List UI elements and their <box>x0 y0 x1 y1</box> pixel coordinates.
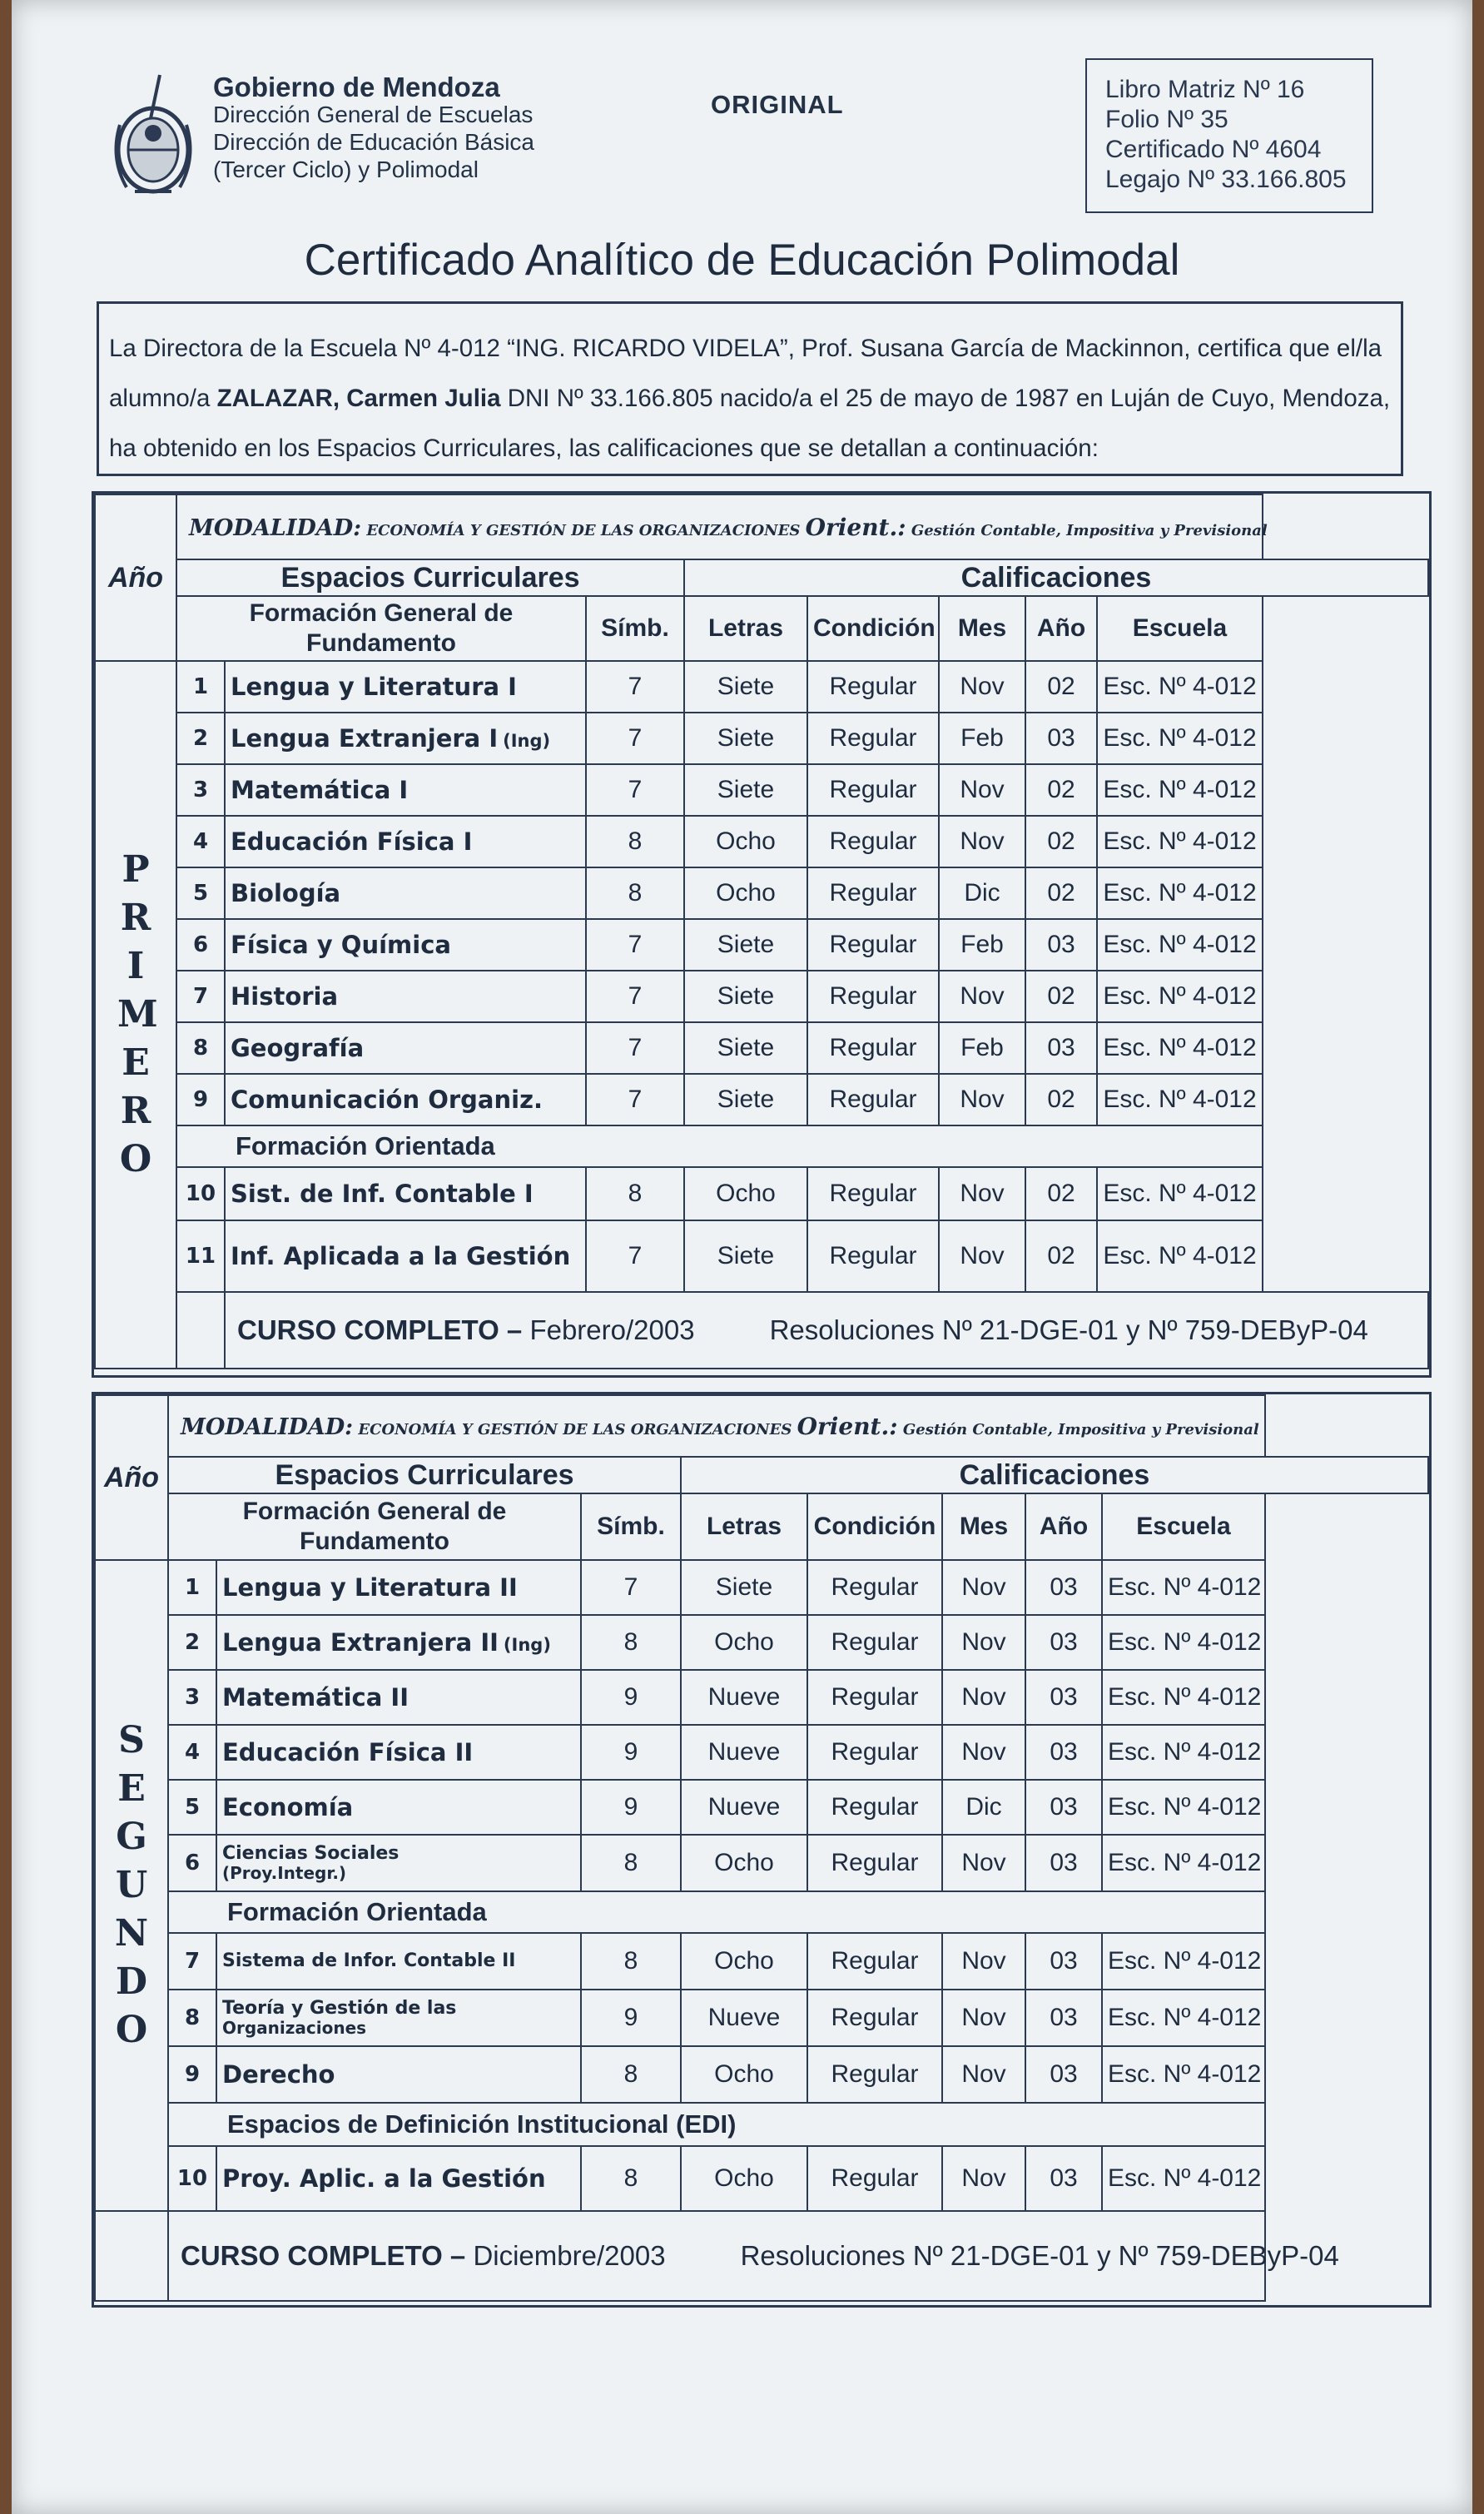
modalidad-label: MODALIDAD: <box>181 1414 354 1440</box>
grade-letters: Ocho <box>681 1615 807 1670</box>
year-label-segundo <box>95 1560 168 2211</box>
condition: Regular <box>807 1670 942 1725</box>
row-number: 2 <box>176 713 225 764</box>
year: 03 <box>1025 919 1097 971</box>
subject-name <box>216 1560 581 1615</box>
curso-completo <box>225 1292 1428 1369</box>
subject-name-text: Sistema de Infor. Contable II <box>222 1950 516 1971</box>
grade-letters: Siete <box>684 971 807 1022</box>
grade-symbol: 9 <box>581 1670 681 1725</box>
grade-letters: Siete <box>684 919 807 971</box>
subject-name-text: Economía <box>222 1793 354 1821</box>
school: Esc. Nº 4-012 <box>1097 1022 1263 1074</box>
grades-table-segundo <box>94 1394 1429 2302</box>
formacion-orientada-row <box>95 1125 1428 1167</box>
ano-header: Año <box>95 1395 168 1560</box>
curso-completo-label: CURSO COMPLETO – <box>181 2240 466 2271</box>
resoluciones: Resoluciones Nº 21-DGE-01 y Nº 759-DEByP-04 <box>769 1314 1368 1345</box>
subject-name <box>225 713 586 764</box>
condition: Regular <box>807 2146 942 2211</box>
month: Nov <box>939 1074 1025 1125</box>
row-number: 8 <box>176 1022 225 1074</box>
subject-name-text: Sist. de Inf. Contable I <box>231 1180 534 1208</box>
condition: Regular <box>807 971 939 1022</box>
subject-suffix: Organizaciones <box>222 2018 367 2038</box>
subject-name <box>216 2046 581 2103</box>
condition: Regular <box>807 1933 942 1990</box>
subject-name-text: Educación Física II <box>222 1738 474 1766</box>
year: 02 <box>1025 816 1097 867</box>
subject-name <box>216 1990 581 2046</box>
row-number: 4 <box>168 1725 216 1780</box>
grade-symbol: 8 <box>581 1933 681 1990</box>
subject-row <box>95 1560 1428 1615</box>
gov-line-3: Dirección de Educación Básica <box>213 129 534 155</box>
subject-name-text: Proy. Aplic. a la Gestión <box>222 2164 546 2193</box>
certificado-number: Certificado Nº 4604 <box>1105 136 1322 163</box>
subject-row <box>95 1780 1428 1835</box>
orient-label: Orient.: <box>805 513 906 541</box>
year: 02 <box>1025 1074 1097 1125</box>
subject-name-text: Lengua y Literatura I <box>231 673 517 701</box>
subject-name <box>225 764 586 816</box>
grade-letters: Nueve <box>681 1990 807 2046</box>
subject-name <box>216 1780 581 1835</box>
grade-symbol: 8 <box>581 2046 681 2103</box>
subject-row <box>95 764 1428 816</box>
subject-row <box>95 816 1428 867</box>
subject-name-text: Matemática I <box>231 776 409 804</box>
school: Esc. Nº 4-012 <box>1097 713 1263 764</box>
month: Nov <box>942 1615 1025 1670</box>
orient-value: Gestión Contable, Impositiva y Previsional <box>911 521 1268 539</box>
subject-row <box>95 1074 1428 1125</box>
month: Nov <box>939 661 1025 713</box>
ano-col-header: Año <box>1025 1493 1102 1560</box>
curso-completo <box>168 2211 1339 2301</box>
subject-row <box>95 867 1428 919</box>
grade-symbol: 7 <box>586 919 684 971</box>
condition: Regular <box>807 1560 942 1615</box>
subject-name <box>225 1167 586 1220</box>
month: Feb <box>939 1022 1025 1074</box>
grade-symbol: 8 <box>581 2146 681 2211</box>
gov-line-1: Gobierno de Mendoza <box>213 72 500 102</box>
row-number: 8 <box>168 1990 216 2046</box>
formacion-orientada-row <box>95 1891 1428 1933</box>
grade-letters: Siete <box>681 1560 807 1615</box>
grade-letters: Siete <box>684 1220 807 1292</box>
curso-completo-date: Diciembre/2003 <box>473 2240 666 2271</box>
subject-name <box>216 2146 581 2211</box>
condition: Regular <box>807 1022 939 1074</box>
legajo: Legajo Nº 33.166.805 <box>1105 166 1347 193</box>
subject-row <box>95 1725 1428 1780</box>
row-number: 11 <box>176 1220 225 1292</box>
subject-row <box>95 1167 1428 1220</box>
month: Nov <box>942 1725 1025 1780</box>
modalidad-label: MODALIDAD: <box>189 514 362 541</box>
subject-row <box>95 713 1428 764</box>
calificaciones-header: Calificaciones <box>684 559 1428 596</box>
school: Esc. Nº 4-012 <box>1097 867 1263 919</box>
school: Esc. Nº 4-012 <box>1097 1074 1263 1125</box>
year: 03 <box>1025 1835 1102 1891</box>
formacion-orientada: Formación Orientada <box>168 1891 1265 1933</box>
grade-letters: Ocho <box>681 2046 807 2103</box>
grade-letters: Ocho <box>681 2146 807 2211</box>
folio: Folio Nº 35 <box>1105 106 1228 133</box>
condition: Regular <box>807 1990 942 2046</box>
condition: Regular <box>807 1167 939 1220</box>
formacion-general-header: Formación General de Fundamento <box>176 596 586 661</box>
month: Nov <box>942 1933 1025 1990</box>
intro-paragraph <box>97 301 1403 476</box>
condition: Regular <box>807 764 939 816</box>
month: Nov <box>942 2146 1025 2211</box>
condition: Regular <box>807 713 939 764</box>
row-number: 4 <box>176 816 225 867</box>
row-number: 1 <box>176 661 225 713</box>
grade-letters: Nueve <box>681 1670 807 1725</box>
school: Esc. Nº 4-012 <box>1097 764 1263 816</box>
grade-symbol: 8 <box>586 816 684 867</box>
condition: Regular <box>807 1074 939 1125</box>
condition: Regular <box>807 1725 942 1780</box>
month: Feb <box>939 713 1025 764</box>
subject-row <box>95 1990 1428 2046</box>
orient-label: Orient.: <box>797 1412 898 1440</box>
grade-letters: Ocho <box>684 867 807 919</box>
row-number: 3 <box>176 764 225 816</box>
subject-row <box>95 1670 1428 1725</box>
school: Esc. Nº 4-012 <box>1097 971 1263 1022</box>
grade-symbol: 8 <box>586 867 684 919</box>
month: Nov <box>939 1167 1025 1220</box>
month: Dic <box>942 1780 1025 1835</box>
year-spacer <box>176 1292 225 1369</box>
school: Esc. Nº 4-012 <box>1102 1560 1265 1615</box>
school: Esc. Nº 4-012 <box>1102 1933 1265 1990</box>
subject-row <box>95 1835 1428 1891</box>
escuela-header: Escuela <box>1097 596 1263 661</box>
subject-name-text: Biología <box>231 879 341 907</box>
month: Nov <box>939 971 1025 1022</box>
row-number: 10 <box>168 2146 216 2211</box>
letras-header: Letras <box>684 596 807 661</box>
month: Nov <box>939 764 1025 816</box>
espacios-header: Espacios Curriculares <box>176 559 684 596</box>
condition: Regular <box>807 1835 942 1891</box>
subject-name-text: Geografía <box>231 1034 365 1062</box>
condition: Regular <box>807 1615 942 1670</box>
grade-letters: Siete <box>684 713 807 764</box>
grade-symbol: 7 <box>586 971 684 1022</box>
grade-symbol: 8 <box>581 1615 681 1670</box>
condition: Regular <box>807 919 939 971</box>
original-label: ORIGINAL <box>711 90 844 119</box>
condition: Regular <box>807 867 939 919</box>
subject-name <box>225 867 586 919</box>
gov-line-2: Dirección General de Escuelas <box>213 102 534 127</box>
row-number: 7 <box>176 971 225 1022</box>
curso-completo-row <box>95 1292 1428 1369</box>
libro-matriz: Libro Matriz Nº 16 <box>1105 76 1305 103</box>
row-number: 9 <box>168 2046 216 2103</box>
subject-row <box>95 1933 1428 1990</box>
school: Esc. Nº 4-012 <box>1102 1990 1265 2046</box>
formacion-general-header: Formación General de Fundamento <box>168 1493 581 1560</box>
row-number: 10 <box>176 1167 225 1220</box>
edi-header: Espacios de Definición Institucional (EDI) <box>168 2103 1265 2146</box>
year: 03 <box>1025 1780 1102 1835</box>
condicion-header: Condición <box>807 1493 942 1560</box>
subject-suffix: (Proy.Integr.) <box>222 1863 347 1883</box>
curso-completo-label: CURSO COMPLETO – <box>237 1314 523 1345</box>
orient-value: Gestión Contable, Impositiva y Previsional <box>902 1420 1259 1438</box>
row-number: 5 <box>176 867 225 919</box>
month: Nov <box>942 1670 1025 1725</box>
ano-header: Año <box>95 494 176 661</box>
subject-name <box>225 661 586 713</box>
condition: Regular <box>807 1780 942 1835</box>
subject-name-text: Lengua Extranjera II <box>222 1628 499 1657</box>
grade-symbol: 7 <box>586 1074 684 1125</box>
school: Esc. Nº 4-012 <box>1102 1615 1265 1670</box>
intro-text-1: La Directora de la Escuela Nº 4-012 “ING. RICARDO VIDELA”, Prof. Susana García de Mackinnon, certifica que el/la alumno/a <box>109 335 1382 412</box>
subject-name <box>225 1074 586 1125</box>
subject-name-text: Teoría y Gestión de las <box>222 1998 457 2019</box>
year: 03 <box>1025 2046 1102 2103</box>
mes-header: Mes <box>939 596 1025 661</box>
subject-name <box>216 1933 581 1990</box>
subject-name <box>216 1615 581 1670</box>
condition: Regular <box>807 1220 939 1292</box>
year: 02 <box>1025 764 1097 816</box>
subject-name-text: Comunicación Organiz. <box>231 1086 543 1114</box>
grade-symbol: 8 <box>586 1167 684 1220</box>
modalidad-row <box>176 494 1268 559</box>
subject-name-text: Física y Química <box>231 931 451 959</box>
year: 02 <box>1025 971 1097 1022</box>
school: Esc. Nº 4-012 <box>1102 1725 1265 1780</box>
month: Nov <box>939 816 1025 867</box>
grade-symbol: 7 <box>586 764 684 816</box>
school: Esc. Nº 4-012 <box>1102 2146 1265 2211</box>
grade-symbol: 7 <box>586 713 684 764</box>
mes-header: Mes <box>942 1493 1025 1560</box>
grade-symbol: 9 <box>581 1725 681 1780</box>
grade-letters: Ocho <box>684 816 807 867</box>
row-number: 7 <box>168 1933 216 1990</box>
school: Esc. Nº 4-012 <box>1097 919 1263 971</box>
subject-name <box>225 1220 586 1292</box>
row-number: 1 <box>168 1560 216 1615</box>
row-number: 5 <box>168 1780 216 1835</box>
subject-name <box>216 1725 581 1780</box>
subject-row <box>95 2146 1428 2211</box>
row-number: 3 <box>168 1670 216 1725</box>
year: 03 <box>1025 1670 1102 1725</box>
month: Nov <box>942 1560 1025 1615</box>
school: Esc. Nº 4-012 <box>1102 1835 1265 1891</box>
resoluciones: Resoluciones Nº 21-DGE-01 y Nº 759-DEByP-04 <box>740 2240 1339 2271</box>
modalidad-row <box>168 1395 1265 1457</box>
curso-completo-date: Febrero/2003 <box>529 1314 695 1345</box>
grade-symbol: 8 <box>581 1835 681 1891</box>
school: Esc. Nº 4-012 <box>1097 816 1263 867</box>
month: Nov <box>942 1990 1025 2046</box>
subject-row <box>95 661 1428 713</box>
intro-text-2: DNI Nº 33.166.805 nacido/a el 25 de mayo de 1987 en Luján de Cuyo, Mendoza, ha obtenido en los Espacios Curriculares, las calificaciones que se detallan a continuación: <box>109 385 1391 462</box>
grade-symbol: 7 <box>586 661 684 713</box>
subject-suffix: (Ing) <box>503 731 551 751</box>
grade-letters: Nueve <box>681 1780 807 1835</box>
subject-name-text: Matemática II <box>222 1683 409 1712</box>
subject-suffix: (Ing) <box>503 1635 551 1655</box>
row-number: 9 <box>176 1074 225 1125</box>
simb-header: Símb. <box>581 1493 681 1560</box>
subject-name <box>225 971 586 1022</box>
condition: Regular <box>807 816 939 867</box>
subject-name-text: Inf. Aplicada a la Gestión <box>231 1242 571 1270</box>
section-segundo <box>92 1392 1432 2308</box>
school: Esc. Nº 4-012 <box>1102 1670 1265 1725</box>
subject-row <box>95 1022 1428 1074</box>
school: Esc. Nº 4-012 <box>1097 661 1263 713</box>
year: 03 <box>1025 1990 1102 2046</box>
grade-symbol: 7 <box>586 1220 684 1292</box>
grade-symbol: 7 <box>586 1022 684 1074</box>
mendoza-crest-logo <box>110 75 201 200</box>
subject-row <box>95 971 1428 1022</box>
subject-name-text: Derecho <box>222 2060 335 2089</box>
year: 02 <box>1025 1167 1097 1220</box>
espacios-header: Espacios Curriculares <box>168 1457 681 1493</box>
year: 03 <box>1025 1022 1097 1074</box>
subject-name-text: Lengua Extranjera I <box>231 724 499 753</box>
modalidad-value: ECONOMÍA Y GESTIÓN DE LAS ORGANIZACIONES <box>358 1420 792 1438</box>
section-primero <box>92 491 1432 1378</box>
school: Esc. Nº 4-012 <box>1102 1780 1265 1835</box>
simb-header: Símb. <box>586 596 684 661</box>
month: Nov <box>942 2046 1025 2103</box>
condition: Regular <box>807 2046 942 2103</box>
year: 03 <box>1025 1560 1102 1615</box>
government-header <box>213 73 534 183</box>
grade-symbol: 9 <box>581 1990 681 2046</box>
gov-line-4: (Tercer Ciclo) y Polimodal <box>213 157 479 182</box>
certificate-page <box>12 0 1472 2514</box>
grade-letters: Siete <box>684 764 807 816</box>
subject-name-text: Ciencias Sociales <box>222 1843 400 1864</box>
subject-row <box>95 1220 1428 1292</box>
year: 02 <box>1025 1220 1097 1292</box>
grade-symbol: 9 <box>581 1780 681 1835</box>
subject-name-text: Lengua y Literatura II <box>222 1573 518 1602</box>
school: Esc. Nº 4-012 <box>1097 1167 1263 1220</box>
subject-name <box>216 1835 581 1891</box>
calificaciones-header: Calificaciones <box>681 1457 1428 1493</box>
student-name: ZALAZAR, Carmen Julia <box>216 385 501 412</box>
month: Dic <box>939 867 1025 919</box>
condition: Regular <box>807 661 939 713</box>
month: Nov <box>942 1835 1025 1891</box>
month: Nov <box>939 1220 1025 1292</box>
school: Esc. Nº 4-012 <box>1097 1220 1263 1292</box>
row-number: 6 <box>176 919 225 971</box>
year: 03 <box>1025 2146 1102 2211</box>
grade-symbol: 7 <box>581 1560 681 1615</box>
subject-name <box>225 919 586 971</box>
grade-letters: Siete <box>684 1074 807 1125</box>
subject-row <box>95 2046 1428 2103</box>
formacion-orientada: Formación Orientada <box>176 1125 1263 1167</box>
curso-completo-row <box>95 2211 1428 2301</box>
modalidad-value: ECONOMÍA Y GESTIÓN DE LAS ORGANIZACIONES <box>366 521 801 539</box>
grades-table-primero <box>94 494 1429 1369</box>
row-number: 6 <box>168 1835 216 1891</box>
year: 03 <box>1025 1725 1102 1780</box>
year-spacer <box>95 2211 168 2301</box>
subject-name <box>225 1022 586 1074</box>
subject-name-text: Educación Física I <box>231 827 473 856</box>
letras-header: Letras <box>681 1493 807 1560</box>
grade-letters: Nueve <box>681 1725 807 1780</box>
school: Esc. Nº 4-012 <box>1102 2046 1265 2103</box>
ano-col-header: Año <box>1025 596 1097 661</box>
grade-letters: Ocho <box>684 1167 807 1220</box>
year: 03 <box>1025 1933 1102 1990</box>
grade-letters: Ocho <box>681 1933 807 1990</box>
row-number: 2 <box>168 1615 216 1670</box>
subject-name <box>225 816 586 867</box>
grade-letters: Siete <box>684 1022 807 1074</box>
subject-row <box>95 919 1428 971</box>
year: 02 <box>1025 867 1097 919</box>
year: 03 <box>1025 713 1097 764</box>
condicion-header: Condición <box>807 596 939 661</box>
subject-row <box>95 1615 1428 1670</box>
escuela-header: Escuela <box>1102 1493 1265 1560</box>
month: Feb <box>939 919 1025 971</box>
registry-box <box>1085 58 1373 213</box>
grade-letters: Siete <box>684 661 807 713</box>
subject-name <box>216 1670 581 1725</box>
year: 03 <box>1025 1615 1102 1670</box>
year-label-primero <box>95 661 176 1369</box>
year-label-text: SEGUNDO <box>114 1719 149 2051</box>
year-label-text: PRIMERO <box>117 848 158 1180</box>
subject-name-text: Historia <box>231 982 339 1011</box>
document-title: Certificado Analítico de Educación Polimodal <box>304 236 1180 285</box>
edi-header-row <box>95 2103 1428 2146</box>
year: 02 <box>1025 661 1097 713</box>
grade-letters: Ocho <box>681 1835 807 1891</box>
